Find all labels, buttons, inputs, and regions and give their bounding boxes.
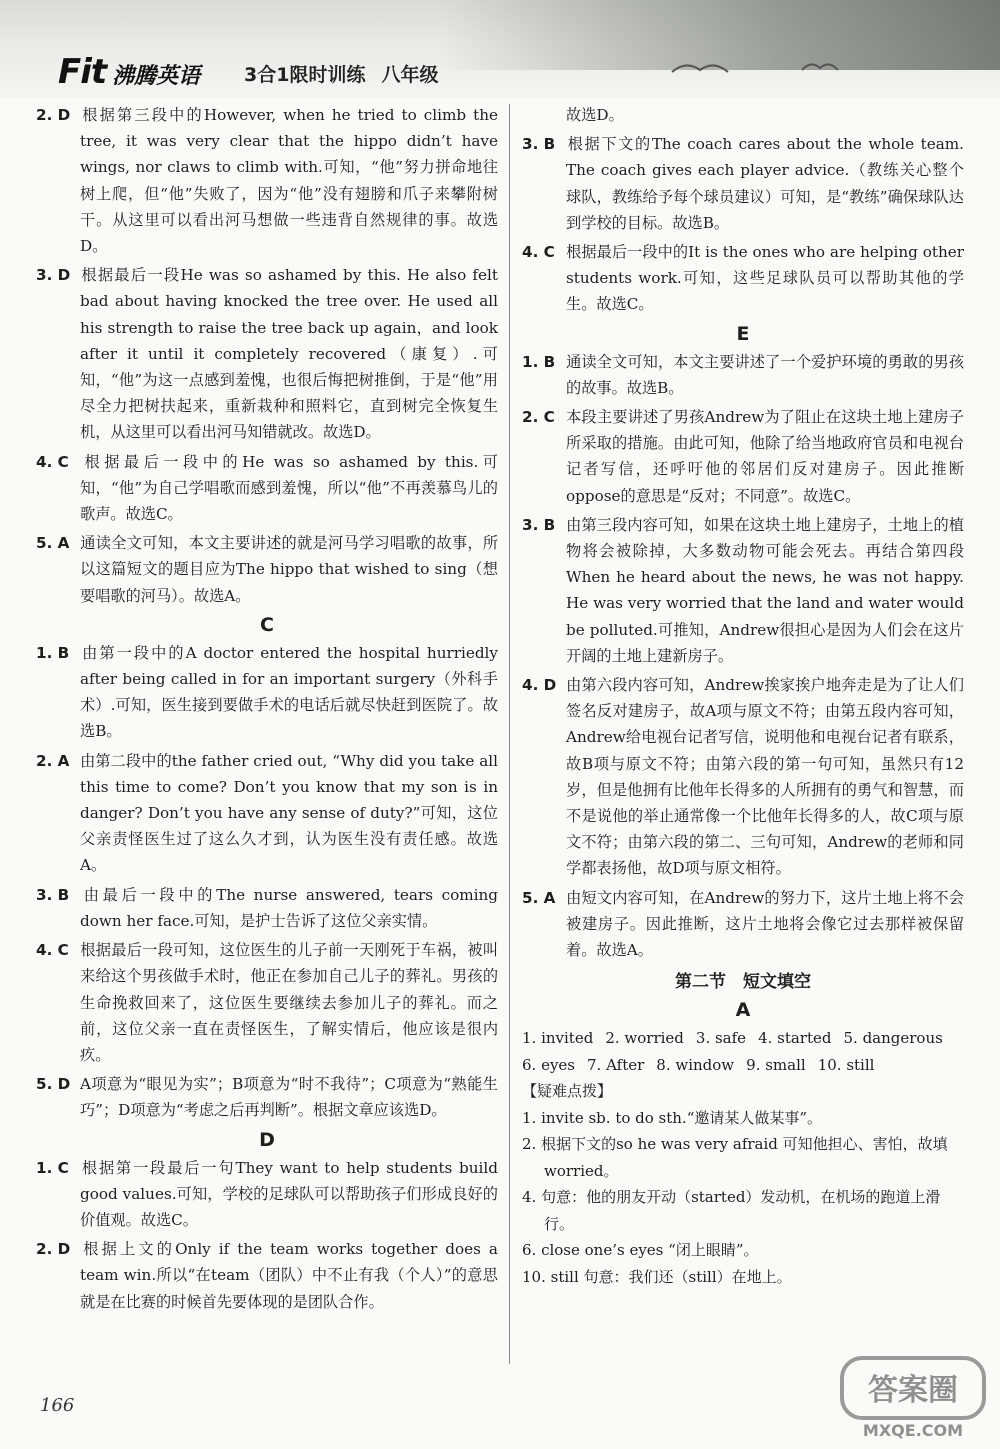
item-text: 根据第一段最后一句They want to help students build good values.可知，学校的足球队可以帮助孩子们形成良好的价值观。故选C。: [80, 1158, 498, 1229]
item-text: 根据上文的Only if the team works together does a team win.所以“在team（团队）中不止有我（个人）”的意思就是在比赛的时候首先要体现的是团队合作。: [80, 1240, 498, 1311]
answer-item: [36, 882, 498, 934]
item-text: 根据最后一段中的It is the ones who are helping other students work.可知，这些足球队员可以帮助其他的学生。故选C。: [566, 243, 964, 314]
answer-item: [522, 239, 964, 318]
answer-item: [36, 937, 498, 1068]
answer-row: [522, 1025, 964, 1052]
item-text: 根据最后一段可知，这位医生的儿子前一天刚死于车祸，被叫来给这个男孩做手术时，他正在参加自己儿子的葬礼。男孩的生命挽救回来了，这位医生要继续去参加儿子的葬礼。而之前，这位父亲一直在责怪医生，了解实情后，他应该是很内疚。: [80, 941, 498, 1064]
item-number: 2. D: [36, 1240, 71, 1259]
page-number: 166: [40, 1395, 75, 1416]
fill-answer: 6. eyes: [522, 1055, 576, 1074]
item-number: 2. D: [36, 106, 71, 124]
answer-item: [522, 885, 964, 964]
item-number: 2. C: [522, 408, 555, 427]
item-number: 3. B: [522, 135, 556, 154]
fill-answer: 4. started: [758, 1029, 832, 1048]
fill-answer: 2. worried: [605, 1029, 684, 1048]
section-title: 第二节 短文填空: [675, 972, 811, 993]
section-heading-d: D: [259, 1128, 275, 1151]
fill-answer: 5. dangerous: [843, 1029, 943, 1048]
item-text: 根据第三段中的However, when he tried to climb the tree, it was very clear that the hippo didn’t have wings, nor claws to climb with.可知，“他”努力拼命地往树上爬，但“他”失败了，因为“他”没有翅膀和爪子来攀附树干。从这里可以看出河马想做一些违背自然规律的事。故选D。: [80, 106, 498, 256]
item-number: 5. A: [36, 534, 70, 553]
column-divider: [509, 104, 510, 1364]
section-heading-a: A: [735, 999, 751, 1022]
brand-name: 沸腾英语: [112, 64, 201, 89]
item-number: 4. C: [36, 941, 69, 960]
answer-item: [36, 1236, 498, 1315]
fill-answer: 3. safe: [695, 1029, 747, 1048]
answer-item: [36, 262, 498, 445]
item-number: 2. A: [36, 751, 70, 770]
item-number: 3. B: [522, 515, 556, 534]
item-text: 通读全文可知，本文主要讲述了一个爱护环境的勇敢的男孩的故事。故选B。: [566, 352, 964, 397]
svg-text:答案圈: 答案圈: [868, 1373, 958, 1408]
item-text: 根据最后一段He was so ashamed by this. He also felt bad about having knocked the tree over. He used all his strength to raise the tree back up again，and look after it until it completely recovered（康复）.可知，“他”为这一点感到羞愧，也很后悔把树推倒，于是“他”用尽全力把树扶起来，重新栽种和照料它，直到树完全恢复生机，从这里可以看出河马知错就改。故选D。: [80, 266, 498, 442]
answer-item: [522, 672, 964, 882]
item-text: 由短文内容可知，在Andrew的努力下，这片土地上将不会被建房子。因此推断，这片土地将会像它过去那样被保留着。故选A。: [566, 888, 964, 960]
item-number: 1. B: [522, 352, 556, 371]
watermark-logo: [838, 1352, 988, 1442]
brand-logo: [58, 52, 200, 92]
item-number: 5. D: [36, 1075, 71, 1094]
item-text: 本段主要讲述了男孩Andrew为了阻止在这块土地上建房子所采取的措施。由此可知，他除了给当地政府官员和电视台记者写信，还呼吁他的邻居们反对建房子。因此推断oppose的意思是“反对；不同意”。故选C。: [566, 408, 964, 505]
hint-item: 4. 句意：他的朋友开动（started）发动机，在机场的跑道上滑行。: [522, 1188, 941, 1233]
continued-text: 故选D。: [566, 106, 624, 124]
item-text: 通读全文可知，本文主要讲述的就是河马学习唱歌的故事，所以这篇短文的题目应为The hippo that wished to sing（想要唱歌的河马）。故选A。: [80, 534, 498, 605]
answer-item: [36, 748, 498, 879]
answer-item: [36, 102, 498, 259]
item-text: A项意为“眼见为实”；B项意为“时不我待”；C项意为“熟能生巧”；D项意为“考虑之后再判断”。根据文章应该选D。: [80, 1075, 498, 1120]
answer-item: [522, 512, 964, 669]
item-text: 根据最后一段中的He was so ashamed by this.可知，“他”为自己学唱歌而感到羞愧，所以“他”不再羡慕鸟儿的歌声。故选C。: [80, 452, 498, 524]
fill-answer: 9. small: [746, 1055, 806, 1074]
brand-fit: Fit: [58, 52, 107, 92]
item-number: 4. C: [522, 243, 555, 262]
item-text: 由第二段中的the father cried out, “Why did you take all this time to come? Don’t you know that my son is in danger? Don’t you have any sense of duty?”可知，这位父亲责怪医生过了这么久才到，认为医生没有责任感。故选A。: [80, 751, 498, 875]
item-text: 由第六段内容可知，Andrew挨家挨户地奔走是为了让人们签名反对建房子，故A项与原文不符；由第五段内容可知，Andrew给电视台记者写信，说明他和电视台记者有联系，故B项与原文不符；由第六段的第一句可知，虽然只有12岁，但是他拥有比他年长得多的人所拥有的勇气和智慧，而不是说他的举止通常像一个比他年长得多的人，故C项与原文不符；由第六段的第二、三句可知，Andrew的老师和同学都表扬他，故D项与原文相符。: [566, 676, 964, 878]
series-title: [244, 60, 438, 87]
section-heading-e: E: [736, 322, 750, 345]
grade-label: 八年级: [381, 64, 439, 86]
answer-item: [36, 1071, 498, 1123]
left-column: [36, 102, 498, 1318]
fill-answer: 1. invited: [522, 1029, 594, 1048]
hint-item: 6. close one’s eyes “闭上眼睛”。: [522, 1241, 759, 1260]
fill-answer: 8. window: [656, 1055, 735, 1074]
item-number: 4. D: [522, 676, 557, 695]
item-text: 由最后一段中的The nurse answered, tears coming down her face.可知，是护士告诉了这位父亲实情。: [80, 885, 498, 930]
section-heading-c: C: [260, 613, 274, 636]
item-text: 由第一段中的A doctor entered the hospital hurriedly after being called in for an important surgery（外科手术）.可知，医生接到要做手术的电话后就尽快赶到医院了。故选B。: [80, 643, 498, 741]
answer-item: [36, 530, 498, 609]
answer-item: [36, 640, 498, 745]
hint-item: 2. 根据下文的so he was very afraid 可知他担心、害怕，故填worried。: [522, 1135, 948, 1180]
item-number: 5. A: [522, 888, 556, 907]
hint-heading: 【疑难点拨】: [522, 1082, 613, 1101]
answer-row: [522, 1052, 964, 1079]
book-title: 3合1限时训练: [244, 64, 366, 86]
hint-item: 1. invite sb. to do sth.“邀请某人做某事”。: [522, 1108, 823, 1127]
item-number: 3. B: [36, 885, 70, 904]
item-number: 3. D: [36, 266, 71, 285]
item-text: 由第三段内容可知，如果在这块土地上建房子，土地上的植物将会被除掉，大多数动物可能会死去。再结合第四段When he heard about the news, he was not happy. He was very worried that the land and water would be polluted.可推知，Andrew很担心是因为人们会在这片开阔的土地上建新房子。: [566, 515, 964, 665]
svg-text:MXQE.COM: MXQE.COM: [862, 1421, 964, 1440]
answer-item: [522, 131, 964, 236]
fill-answer: 7. After: [587, 1055, 645, 1074]
item-number: 4. C: [36, 452, 69, 471]
bird-icon: [670, 58, 730, 78]
fill-answer: 10. still: [817, 1055, 875, 1074]
answer-item: [36, 449, 498, 528]
hint-item: 10. still 句意：我们还（still）在地上。: [522, 1267, 792, 1286]
answer-item: [36, 1155, 498, 1234]
right-column: [522, 102, 964, 1290]
item-number: 1. C: [36, 1158, 69, 1177]
item-number: 1. B: [36, 643, 70, 662]
bird-icon: [800, 58, 840, 74]
item-text: 根据下文的The coach cares about the whole team. The coach gives each player advice.（教练关心整个球队，教练给予每个球员建议）可知，是“教练”确保球队达到学校的目标。故选B。: [566, 135, 964, 232]
answer-item: [522, 404, 964, 509]
answer-item: [522, 349, 964, 401]
